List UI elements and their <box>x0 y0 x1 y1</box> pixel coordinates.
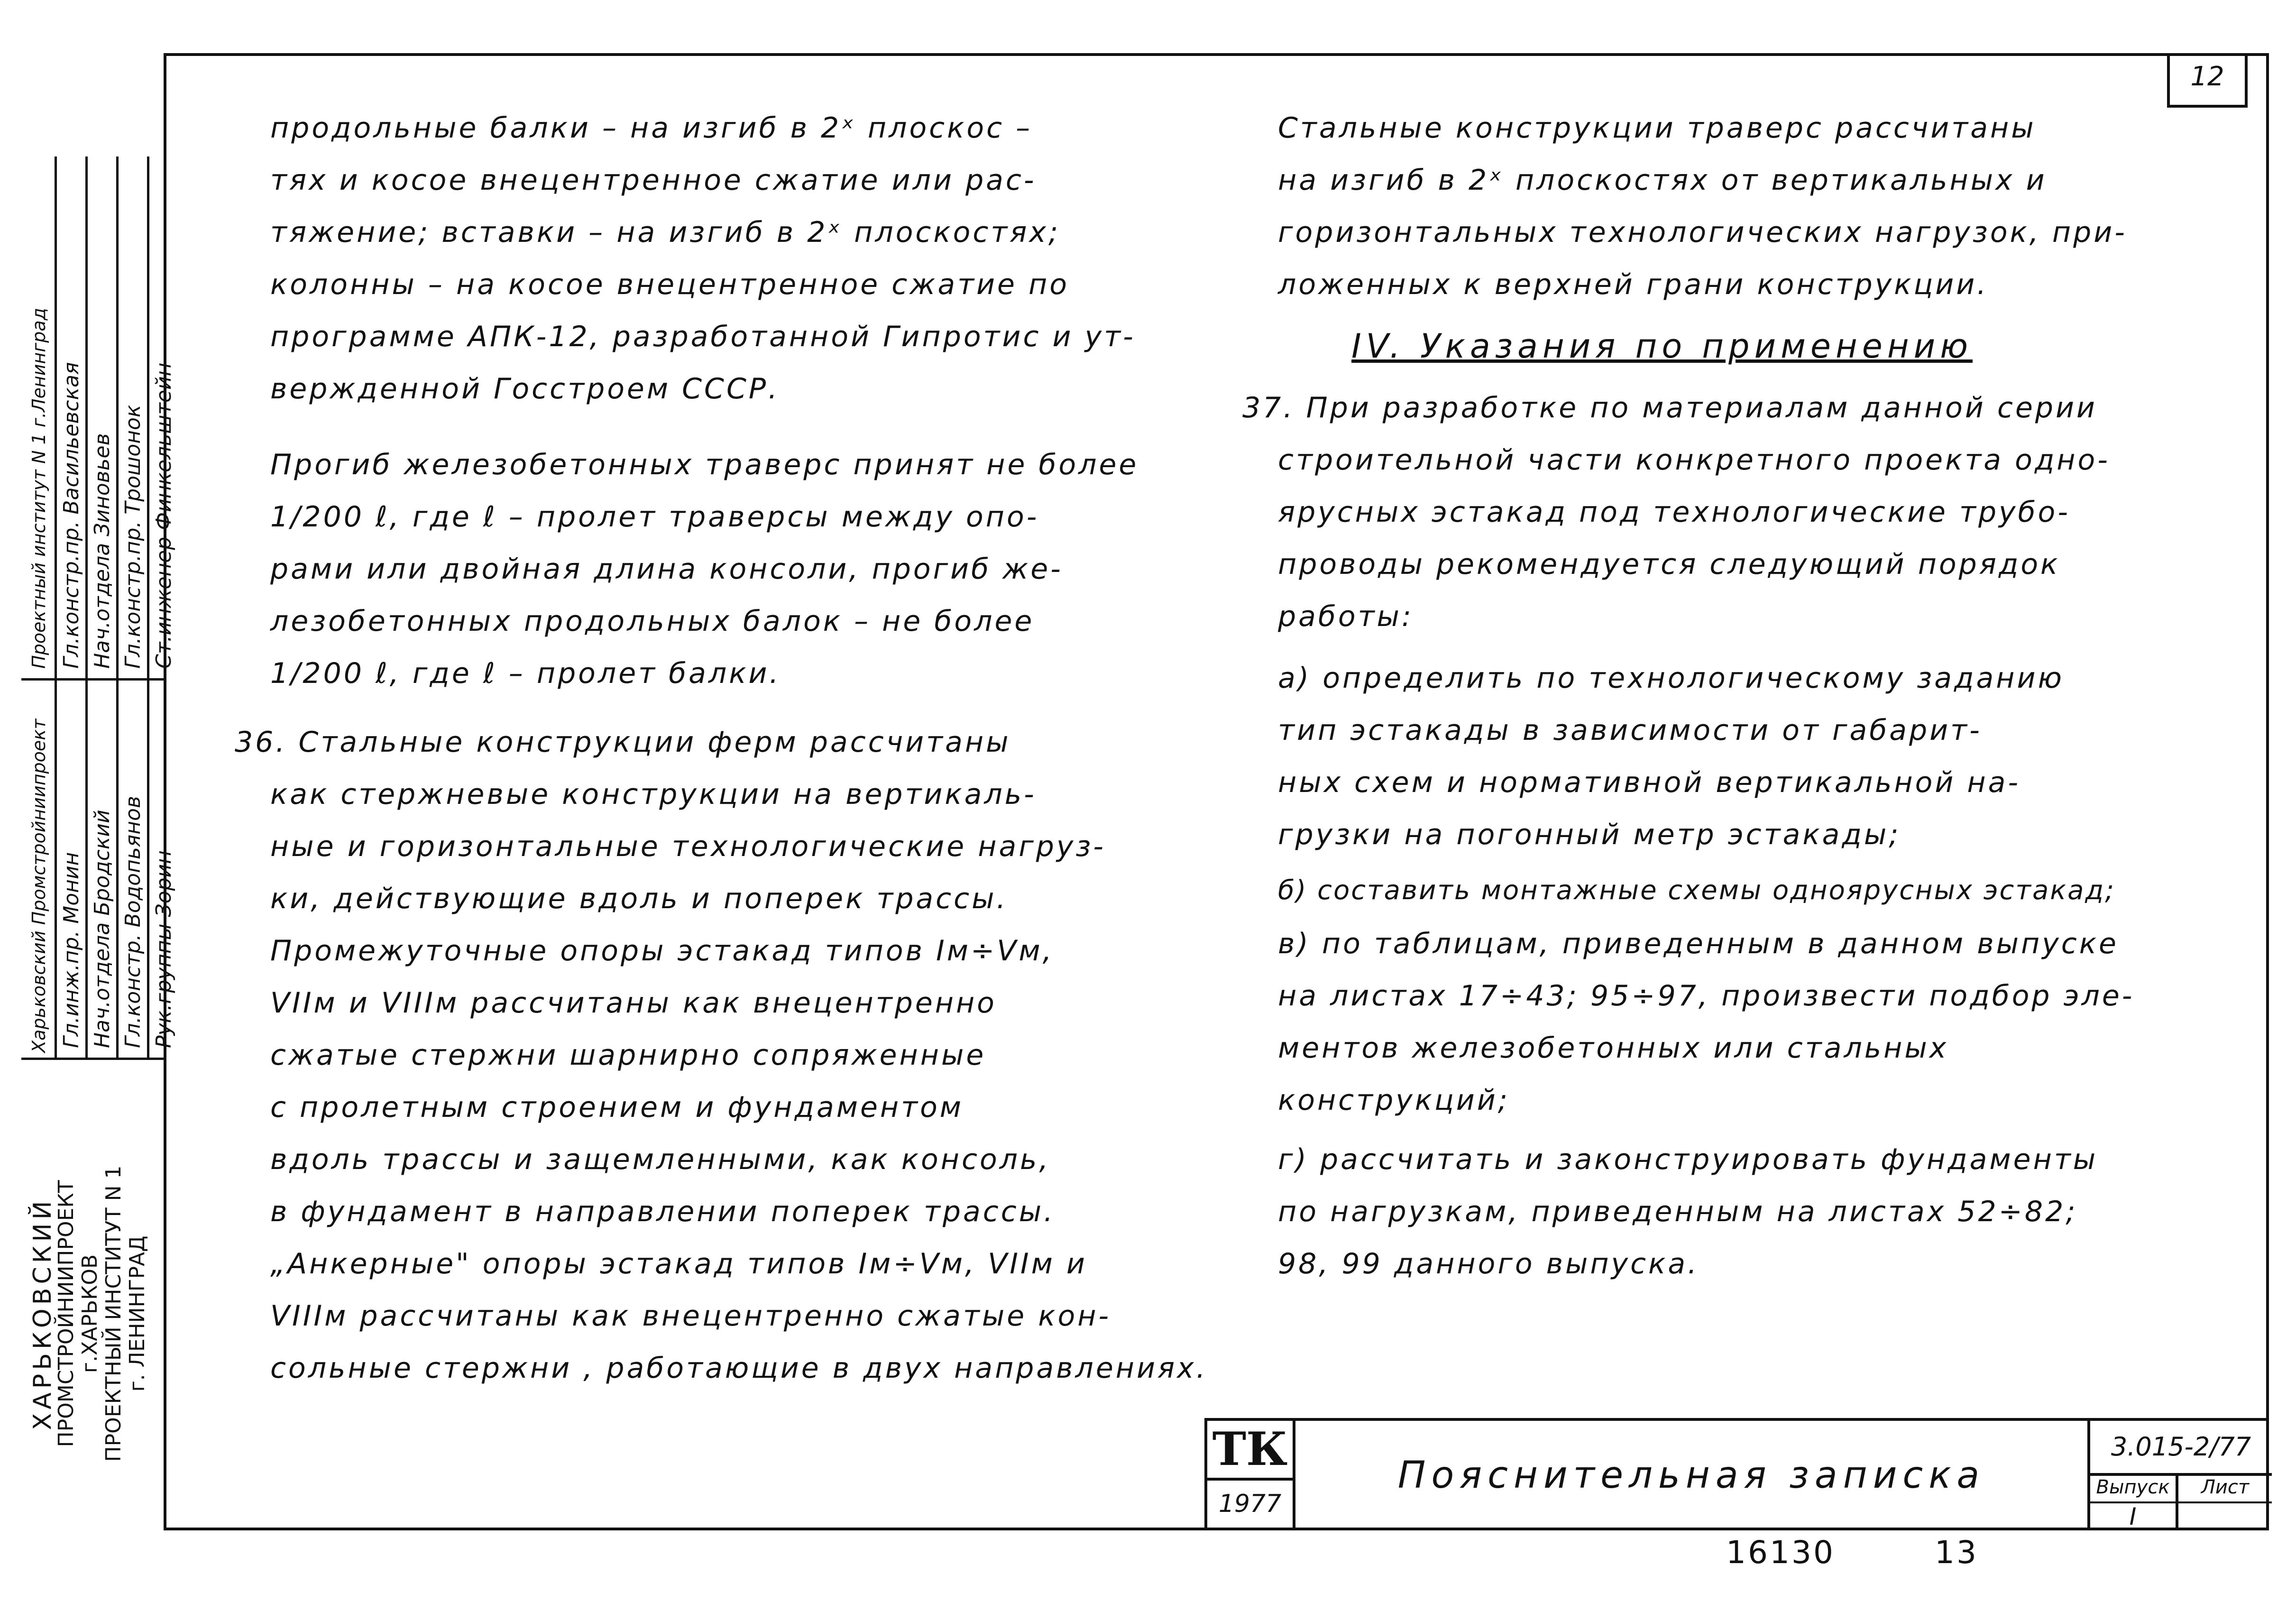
signature-row: Гл.инж.пр. Монин <box>59 852 83 1048</box>
text-line: 1/200 ℓ, где ℓ – пролет балки. <box>270 657 781 690</box>
org-line: г. ЛЕНИНГРАД <box>125 1235 149 1392</box>
archive-number: 16130 <box>1726 1534 1835 1571</box>
signature-row: Гл.констр. Водопьянов <box>121 796 145 1048</box>
text-line: на изгиб в 2ˣ плоскостях от вертикальных и <box>1278 164 2047 197</box>
text-line: работы: <box>1278 600 1414 633</box>
sheet-label: Лист <box>2178 1473 2272 1503</box>
text-line: в) по таблицам, приведенным в данном выпуске <box>1278 927 2119 960</box>
text-line: г) рассчитать и законструировать фундаменты <box>1278 1143 2098 1176</box>
text-line: ментов железобетонных или стальных <box>1278 1031 1949 1065</box>
text-line: строительной части конкретного проекта одно- <box>1278 443 2110 477</box>
signature-row: Ст.инженер Финкельштейн <box>152 362 176 669</box>
text-line: ные и горизонтальные технологические нагруз- <box>270 830 1106 863</box>
organisation-stamp <box>28 1105 149 1522</box>
tk-logo: ТК <box>1207 1421 1295 1481</box>
text-line: Стальные конструкции траверс рассчитаны <box>1278 111 2036 145</box>
text-line: вержденной Госстроем СССР. <box>270 372 780 405</box>
issue-label: Выпуск <box>2090 1473 2178 1503</box>
text-line: 1/200 ℓ, где ℓ – пролет траверсы между опо- <box>270 500 1039 534</box>
text-line: вдоль трассы и защемленными, как консоль, <box>270 1143 1051 1176</box>
text-line: ных схем и нормативной вертикальной на- <box>1278 766 2021 799</box>
document-title: Пояснительная записка <box>1397 1454 1985 1497</box>
text-line: Прогиб железобетонных траверс принят не более <box>270 448 1139 481</box>
document-code: 3.015-2/77 <box>2090 1421 2272 1476</box>
signature-row: Нач.отдела Бродский <box>90 810 114 1048</box>
text-line: 98, 99 данного выпуска. <box>1278 1247 1699 1280</box>
text-line: в фундамент в направлении поперек трассы. <box>270 1195 1056 1228</box>
text-line: горизонтальных технологических нагрузок, при- <box>1278 216 2127 249</box>
text-line: тяжение; вставки – на изгиб в 2ˣ плоскостях; <box>270 216 1061 249</box>
org-line: г.ХАРЬКОВ <box>78 1254 102 1373</box>
signature-row: Гл.констр.пр. Трошонок <box>121 405 145 669</box>
text-line: сжатые стержни шарнирно сопряженные <box>270 1039 986 1072</box>
text-line: 37. При разработке по материалам данной серии <box>1242 391 2097 424</box>
sheet-number: 12 <box>2167 53 2248 108</box>
page-counter: 13 <box>1935 1534 1978 1571</box>
text-line: проводы рекомендуется следующий порядок <box>1278 548 2060 581</box>
text-line: сольные стержни , работающие в двух направлениях. <box>270 1352 1208 1385</box>
text-line: рами или двойная длина консоли, прогиб же- <box>270 552 1063 586</box>
text-line: лезобетонных продольных балок – не более <box>270 605 1035 638</box>
text-line: тип эстакады в зависимости от габарит- <box>1278 714 1982 747</box>
signature-header-kharkov: Харьковский Промстройниипроект <box>28 718 49 1053</box>
text-line: ки, действующие вдоль и поперек трассы. <box>270 882 1008 915</box>
org-line: ПРОМСТРОЙНИИПРОЕКТ <box>54 1180 78 1447</box>
title-block-right <box>2087 1421 2272 1530</box>
title-block <box>1204 1418 2269 1530</box>
approval-stamp-strip <box>21 157 176 1530</box>
text-line: „Анкерные" опоры эстакад типов Iм÷Vм, VIIм и <box>270 1247 1087 1280</box>
text-line: конструкций; <box>1278 1084 1510 1117</box>
text-line: программе АПК-12, разработанной Гипротис и ут- <box>270 320 1136 353</box>
text-line: грузки на погонный метр эстакады; <box>1278 818 1901 851</box>
text-line: продольные балки – на изгиб в 2ˣ плоскос – <box>270 111 1033 145</box>
signature-header-leningrad: Проектный институт N 1 г.Ленинград <box>28 308 49 669</box>
signature-row: Гл.констр.пр. Васильевская <box>59 362 83 669</box>
text-line: б) составить монтажные схемы одноярусных эстакад; <box>1278 875 2115 906</box>
text-line: тях и косое внецентренное сжатие или рас- <box>270 164 1037 197</box>
section-heading: IV. Указания по применению <box>1351 327 1973 366</box>
text-line: ложенных к верхней грани конструкции. <box>1278 268 1989 301</box>
text-line: с пролетным строением и фундаментом <box>270 1091 964 1124</box>
text-line: колонны – на косое внецентренное сжатие по <box>270 268 1069 301</box>
text-line: VIIм и VIIIм рассчитаны как внецентренно <box>270 986 997 1020</box>
text-line: а) определить по технологическому заданию <box>1278 662 2065 695</box>
text-line: как стержневые конструкции на вертикаль- <box>270 778 1037 811</box>
text-line: на листах 17÷43; 95÷97, произвести подбор эле- <box>1278 979 2135 1013</box>
text-line: VIIIм рассчитаны как внецентренно сжатые кон- <box>270 1299 1111 1333</box>
issue-value: I <box>2090 1503 2178 1530</box>
text-line: по нагрузкам, приведенным на листах 52÷82; <box>1278 1195 2078 1228</box>
org-line: ПРОЕКТНЫЙ ИНСТИТУТ N 1 <box>101 1165 126 1462</box>
title-block-year: 1977 <box>1207 1478 1295 1530</box>
text-line: ярусных эстакад под технологические трубо- <box>1278 496 2070 529</box>
text-line: 36. Стальные конструкции ферм рассчитаны <box>235 726 1011 759</box>
signature-row: Нач.отдела Зиновьев <box>90 433 114 669</box>
text-line: Промежуточные опоры эстакад типов Iм÷Vм, <box>270 934 1054 967</box>
signature-row: Рук.группы Зорин <box>152 850 176 1048</box>
org-line: ХАРЬКОВСКИЙ <box>28 1197 57 1430</box>
